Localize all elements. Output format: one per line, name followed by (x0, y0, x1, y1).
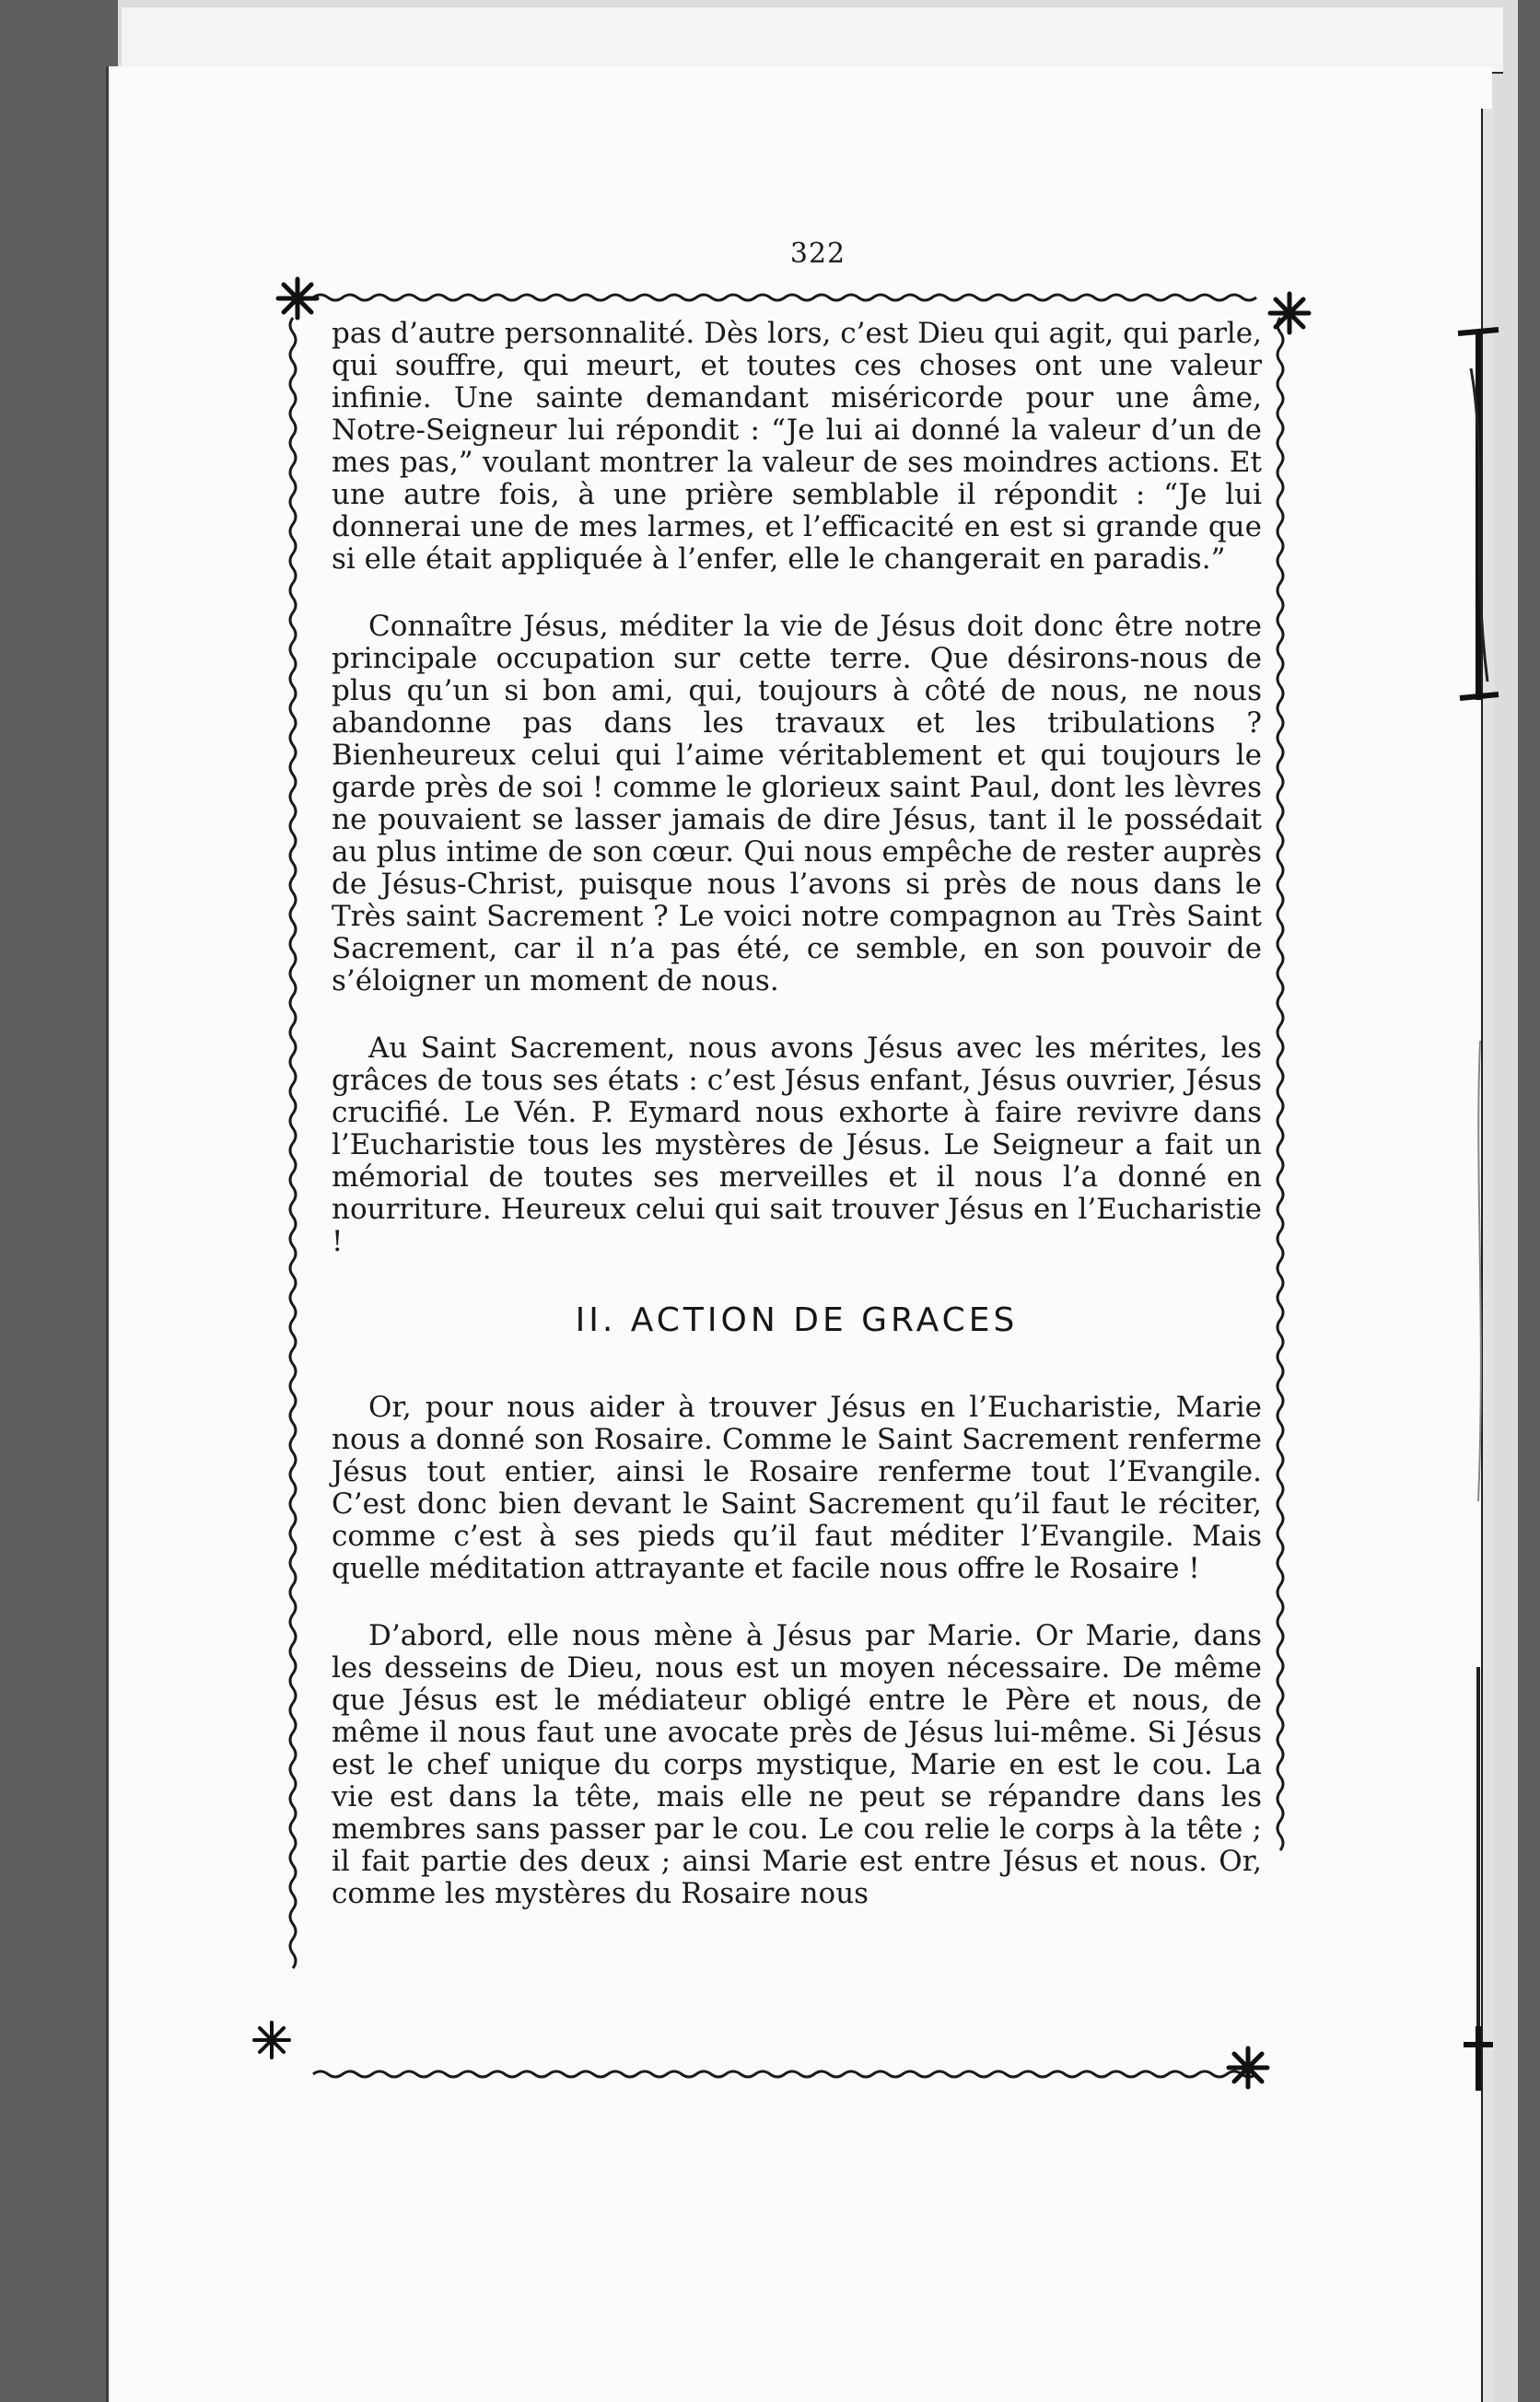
asterisk-flower-icon (249, 2017, 295, 2063)
asterisk-flower-icon (1225, 2045, 1271, 2091)
binding-stitch-bottom (1451, 1658, 1506, 2100)
paragraph-4: Or, pour nous aider à trouver Jésus en l’Eucharistie, Marie nous a donné son Rosaire. Comme le Saint Sacrement renferme Jésus tout entier, ainsi le Rosaire renferme tout l’Evangile. C’est donc bien devant le Saint Sacrement qu’il faut le réciter, comme c’est à ses pieds qu’il faut méditer l’Evangile. Mais quelle méditation attrayante et facile nous offre le Rosaire ! (332, 1391, 1262, 1585)
paragraph-5: D’abord, elle nous mène à Jésus par Marie. Or Marie, dans les desseins de Dieu, nous est un moyen nécessaire. De même que Jésus est le médiateur obligé entre le Père et nous, de même il nous faut une avocate près de Jésus lui-même. Si Jésus est le chef unique du corps mystique, Marie en est le cou. La vie est dans la tête, mais elle ne peut se répandre dans les membres sans passer par le cou. Le cou relie le corps à la tête ; il fait partie des deux ; ainsi Marie est entre Jésus et nous. Or, comme les mystères du Rosaire nous (332, 1619, 1262, 1910)
top-page-edge (122, 7, 1503, 74)
section-heading: II. ACTION DE GRACES (575, 1301, 1019, 1339)
binding-stitch-top (1451, 313, 1506, 718)
paragraph-2: Connaître Jésus, méditer la vie de Jésus doit donc être notre principale occupation sur cette terre. Que désirons-nous de plus qu’un si bon ami, qui, toujours à côté de nous, ne nous abandonne pas dans les travaux et les tribulations ? Bienheureux celui qui l’aime véritablement et qui toujours le garde près de soi ! comme le glorieux saint Paul, dont les lèvres ne pouvaient se lasser jamais de dire Jésus, tant il le possédait au plus intime de son cœur. Qui nous empêche de rester auprès de Jésus-Christ, puisque nous l’avons si près de nous dans le Très saint Sacrement ? Le voici notre compagnon au Très Saint Sacrement, car il n’a pas été, ce semble, en son pouvoir de s’éloigner un moment de nous. (332, 610, 1262, 997)
page-text (332, 318, 1262, 1910)
paragraph-1: pas d’autre personnalité. Dès lors, c’est Dieu qui agit, qui parle, qui souffre, qui meurt, et toutes ces choses ont une valeur infinie. Une sainte demandant miséricorde pour une âme, Notre-Seigneur lui répondit : “Je lui ai donné la valeur d’un de mes pas,” voulant montrer la valeur de ses moindres actions. Et une autre fois, à une prière semblable il répondit : “Je lui donnerai une de mes larmes, et l’efficacité en est si grande que si elle était appliquée à l’enfer, elle le changerait en paradis.” (332, 317, 1262, 576)
asterisk-flower-icon (274, 275, 321, 321)
asterisk-flower-icon (1266, 290, 1312, 336)
page-number: 322 (789, 238, 846, 270)
binding-stitch-middle (1451, 1032, 1506, 1510)
paragraph-3: Au Saint Sacrement, nous avons Jésus avec les mérites, les grâces de tous ses états : c’est Jésus enfant, Jésus ouvrier, Jésus crucifié. Le Vén. P. Eymard nous exhorte à faire revivre dans l’Eucharistie tous les mystères de Jésus. Le Seigneur a fait un mémorial de toutes ses merveilles et il nous l’a donné en nourriture. Heureux celui qui sait trouver Jésus en l’Eucharistie ! (332, 1032, 1262, 1258)
